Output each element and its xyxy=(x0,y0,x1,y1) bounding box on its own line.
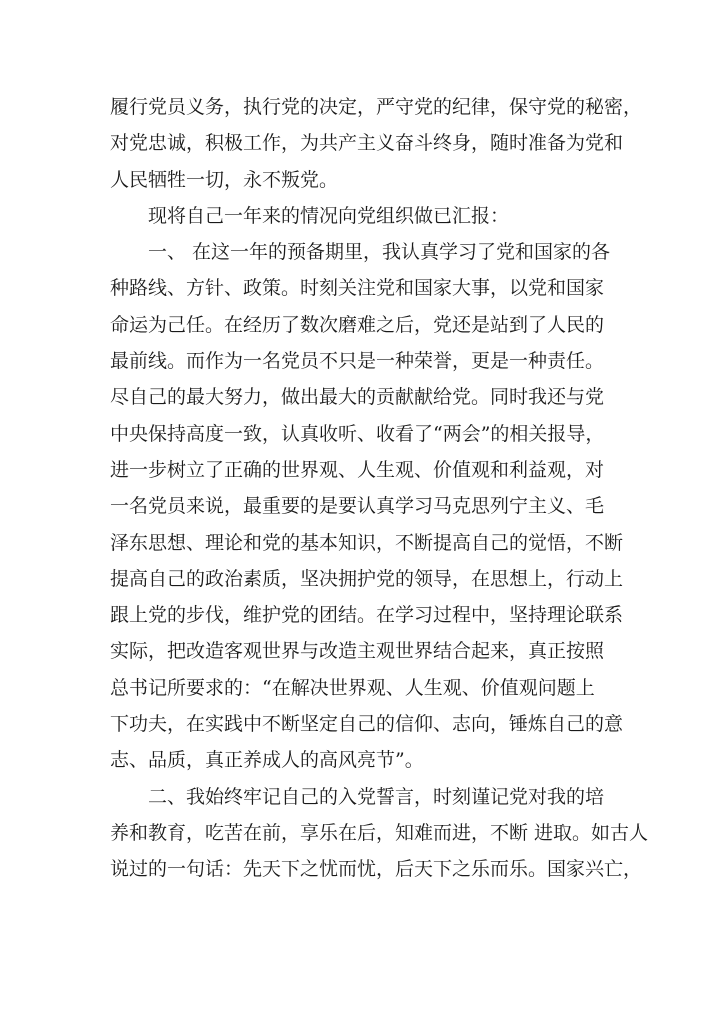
text-line: 实际，把改造客观世界与改造主观世界结合起来，真正按照 xyxy=(110,640,605,663)
text-line: 尽自己的最大努力，做出最大的贡献献给党。同时我还与党 xyxy=(110,386,605,409)
text-line: 一、 在这一年的预备期里，我认真学习了党和国家的各 xyxy=(148,241,611,264)
text-line: 泽东思想、理论和党的基本知识，不断提高自己的觉悟，不断 xyxy=(110,531,624,554)
text-line: 种路线、方针、政策。时刻关注党和国家大事，以党和国家 xyxy=(110,277,605,300)
text-line: 总书记所要求的：“在解决世界观、人生观、价值观问题上 xyxy=(110,676,595,699)
text-line: 一名党员来说，最重要的是要认真学习马克思列宁主义、毛 xyxy=(110,495,605,518)
text-line: 履行党员义务，执行党的决定，严守党的纪律，保守党的秘密， xyxy=(110,96,643,118)
text-line: 命运为己任。在经历了数次磨难之后，党还是站到了人民的 xyxy=(110,313,605,336)
text-line: 中央保持高度一致，认真收听、收看了“两会”的相关报导， xyxy=(110,422,605,445)
document-body xyxy=(110,89,649,888)
text-line: 对党忠诚，积极工作，为共产主义奋斗终身，随时准备为党和 xyxy=(110,132,624,155)
text-line: 人民牺牲一切，永不叛党。 xyxy=(110,168,339,191)
text-line: 说过的一句话：先天下之忧而忧，后天下之乐而乐。国家兴亡， xyxy=(110,858,643,881)
text-line: 志、品质，真正养成人的高风亮节”。 xyxy=(110,749,424,772)
text-line: 现将自己一年来的情况向党组织做已汇报： xyxy=(148,204,510,227)
text-line: 提高自己的政治素质，坚决拥护党的领导，在思想上，行动上 xyxy=(110,567,624,590)
text-line: 养和教育，吃苦在前，享乐在后，知难而进，不断 进取。如古人 xyxy=(110,821,649,844)
text-line: 跟上党的步伐，维护党的团结。在学习过程中，坚持理论联系 xyxy=(110,604,624,627)
text-line: 二、我始终牢记自己的入党誓言，时刻谨记党对我的培 xyxy=(148,785,605,808)
text-line: 下功夫，在实践中不断坚定自己的信仰、志向，锤炼自己的意 xyxy=(110,713,624,736)
text-line: 进一步树立了正确的世界观、人生观、价值观和利益观，对 xyxy=(110,458,605,481)
text-line: 最前线。而作为一名党员不只是一种荣誉，更是一种责任。 xyxy=(110,350,605,373)
